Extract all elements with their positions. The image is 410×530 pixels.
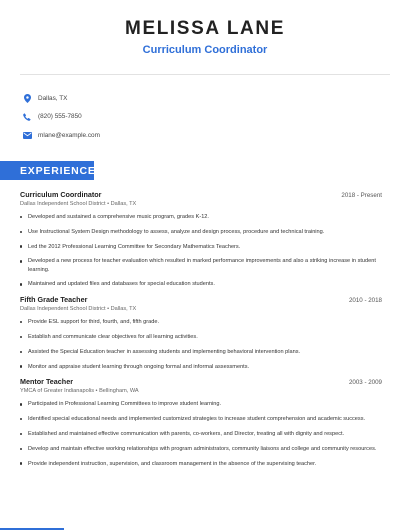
contact-email — [22, 126, 410, 144]
job-bullet: Identified special educational needs and implemented customized strategies to increase student comprehension and academic success. — [20, 415, 382, 423]
job-bullet: Provide ESL support for third, fourth, and, fifth grade. — [20, 318, 382, 326]
job-bullet: Established and maintained effective communication with parents, co-workers, and Director, treating all with dignity and respect. — [20, 430, 382, 438]
job-bullet: Assisted the Special Education teacher in assessing students and implementing behavioral intervention plans. — [20, 348, 382, 356]
job-dates: 2003 - 2009 — [348, 379, 382, 387]
experience-heading-label: EXPERIENCE — [20, 164, 96, 177]
job-bullet: Use Instructional System Design methodology to assess, analyze and design process, procedure and technical training. — [20, 228, 382, 236]
job-location: Dallas, TX — [110, 201, 137, 207]
contact-phone-text: (820) 555-7850 — [38, 113, 82, 120]
job-organization: Dallas Independent School District • Dallas, TX — [20, 306, 137, 313]
job-bullets — [20, 213, 382, 289]
job-dates: 2018 - Present — [341, 192, 382, 199]
phone-icon — [22, 112, 32, 122]
candidate-name: MELISSA LANE — [125, 18, 285, 39]
job-bullet: Establish and communicate clear objectives for all learning activities. — [20, 333, 382, 341]
job-title: Fifth Grade Teacher — [20, 295, 88, 305]
job-bullet: Led the 2012 Professional Learning Committee for Secondary Mathematics Teachers. — [20, 243, 382, 251]
job-org-name: Dallas Independent School District — [20, 201, 106, 207]
job-title: Curriculum Coordinator — [20, 190, 102, 199]
job-title: Mentor Teacher — [20, 377, 73, 387]
job-location: Bellingham, WA — [99, 388, 139, 395]
location-pin-icon — [22, 93, 32, 103]
job-entry — [20, 190, 382, 289]
job-dates: 2010 - 2018 — [348, 297, 382, 305]
contact-email-text: mlane@example.com — [38, 131, 100, 139]
contact-location-text: Dallas, TX — [38, 94, 68, 102]
email-icon — [22, 130, 32, 140]
job-bullet: Maintained and updated files and databases for special education students. — [20, 280, 382, 288]
job-bullet: Monitor and appraise student learning through ongoing formal and informal assessments. — [20, 363, 382, 371]
job-bullet: Participated in Professional Learning Committees to improve student learning. — [20, 400, 382, 408]
job-bullet: Developed and sustained a comprehensive music program, grades K-12. — [20, 213, 382, 221]
job-bullet: Develop and maintain effective working relationships with program administrators, community liaisons and college and community resources. — [20, 445, 382, 453]
contact-location — [22, 89, 410, 107]
candidate-title: Curriculum Coordinator — [142, 44, 268, 56]
job-org-name: Dallas Independent School District — [20, 306, 106, 313]
job-location: Dallas, TX — [110, 306, 137, 313]
job-org-name: YMCA of Greater Indianapolis — [20, 388, 94, 395]
experience-list — [20, 190, 382, 474]
job-organization: YMCA of Greater Indianapolis • Bellingham, WA — [20, 388, 139, 395]
job-bullets — [20, 318, 382, 371]
job-entry — [20, 295, 382, 371]
contact-list — [0, 75, 410, 144]
job-entry — [20, 377, 382, 467]
job-organization: Dallas Independent School District • Dallas, TX — [20, 201, 137, 207]
job-bullet: Developed a new process for teacher evaluation which resulted in marked performance improvements and also a striking increase in student learning. — [20, 257, 382, 273]
job-bullets — [20, 400, 382, 467]
experience-section-heading — [0, 161, 94, 180]
contact-phone — [22, 108, 410, 126]
resume-header — [0, 0, 410, 57]
job-bullet: Provide independent instruction, supervision, and classroom management in the absence of the supervising teacher. — [20, 460, 382, 468]
